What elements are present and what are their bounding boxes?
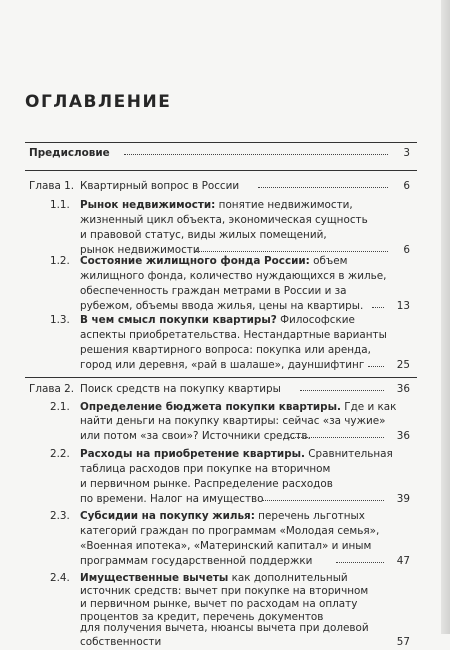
- toc-section-1-1[interactable]: [0, 197, 450, 213]
- leader-dots: [336, 562, 384, 563]
- section-text: как дополнительный: [228, 572, 348, 584]
- toc-chapter-1[interactable]: [0, 178, 450, 194]
- chapter-label: Глава 2.: [29, 383, 75, 395]
- leader-dots: [288, 437, 384, 438]
- section-text-line: таблица расходов при покупке на вторичном: [80, 463, 331, 475]
- leader-dots: [196, 251, 388, 252]
- section-text-line: «Военная ипотека», «Материнский капитал» и иным: [80, 540, 372, 552]
- toc-section-2-2[interactable]: [0, 446, 450, 462]
- section-text: понятие недвижимости,: [215, 199, 353, 211]
- page-number: 57: [396, 636, 410, 648]
- section-text-line: найти деньги на покупку квартиры: сейчас «за чужие»: [80, 415, 386, 427]
- section-text-line: жизненный цикл объекта, экономическая сущность: [80, 214, 368, 226]
- toc-section-1-3[interactable]: [0, 312, 450, 328]
- section-text-line: программам государственной поддержки 47: [80, 555, 410, 567]
- section-number: 1.2.: [50, 255, 70, 267]
- page-number: 47: [396, 555, 410, 567]
- leader-dots: [300, 390, 384, 391]
- section-text-line: по времени. Налог на имущество 39: [80, 493, 410, 505]
- section-number: 2.4.: [50, 572, 70, 584]
- section-text-line: и первичном рынке. Распределение расходов: [80, 478, 333, 490]
- leader-dots: [124, 154, 388, 155]
- section-text-line: или потом «за свои»? Источники средств. 36: [80, 430, 410, 442]
- page-number: 36: [396, 383, 410, 395]
- section-text: Где и как: [340, 401, 397, 413]
- section-bold-title: Субсидии на покупку жилья:: [80, 510, 255, 522]
- section-bold-title: Состояние жилищного фонда России:: [80, 255, 310, 267]
- leader-dots: [262, 500, 384, 501]
- chapter-title: Поиск средств на покупку квартиры: [80, 383, 281, 395]
- section-rule: [25, 170, 417, 171]
- toc-section-1-2[interactable]: [0, 253, 450, 269]
- toc-section-2-3[interactable]: [0, 508, 450, 524]
- section-number: 2.2.: [50, 448, 70, 460]
- section-text: объем: [309, 255, 348, 267]
- toc-entry-preface[interactable]: [0, 145, 450, 161]
- section-number: 2.1.: [50, 401, 70, 413]
- section-text-line: источник средств: вычет при покупке на вторичном: [80, 585, 369, 597]
- section-bold-title: Рынок недвижимости:: [80, 199, 216, 211]
- chapter-title: Квартирный вопрос в России: [80, 180, 240, 192]
- section-bold-title: Расходы на приобретение квартиры.: [80, 448, 305, 460]
- page-number: 3: [403, 147, 410, 159]
- section-rule: [25, 377, 417, 378]
- page-number: 6: [403, 244, 410, 256]
- page-number: 6: [403, 180, 410, 192]
- section-text: Сравнительная: [304, 448, 393, 460]
- toc-chapter-2[interactable]: [0, 381, 450, 397]
- section-text: Философские: [276, 314, 355, 326]
- section-text-line: собственности 57: [80, 636, 410, 648]
- section-text-line: категорий граждан по программам «Молодая семья»,: [80, 525, 380, 537]
- page-number: 13: [396, 300, 410, 312]
- section-text-line: рынок недвижимости 6: [80, 244, 410, 256]
- top-rule: [25, 142, 417, 143]
- section-bold-title: Определение бюджета покупки квартиры.: [80, 401, 341, 413]
- section-text-line: для получения вычета, нюансы вычета при долевой: [80, 622, 369, 634]
- section-text-line: жилищного фонда, количество нуждающихся в жилье,: [80, 270, 387, 282]
- preface-title: Предисловие: [29, 147, 110, 159]
- section-number: 2.3.: [50, 510, 70, 522]
- chapter-label: Глава 1.: [29, 180, 75, 192]
- section-text-line: город или деревня, «рай в шалаше», дауншифтинг 25: [80, 359, 410, 371]
- page-number: 39: [396, 493, 410, 505]
- page-number: 25: [396, 359, 410, 371]
- section-text-line: обеспеченность граждан метрами в России и за: [80, 285, 347, 297]
- section-number: 1.3.: [50, 314, 70, 326]
- section-bold-title: Имущественные вычеты: [80, 572, 229, 584]
- section-text-line: аспекты приобретательства. Нестандартные варианты: [80, 329, 387, 341]
- leader-dots: [372, 307, 384, 308]
- leader-dots: [368, 366, 384, 367]
- section-text-line: процентов за кредит, перечень документов: [80, 611, 324, 623]
- leader-dots: [258, 187, 388, 188]
- page-title: ОГЛАВЛЕНИЕ: [25, 92, 172, 112]
- section-number: 1.1.: [50, 199, 70, 211]
- section-text-line: решения квартирного вопроса: покупка или аренда,: [80, 344, 371, 356]
- section-text-line: рубежом, объемы ввода жилья, цены на квартиры. 13: [80, 300, 410, 312]
- section-text: перечень льготных: [254, 510, 365, 522]
- page-number: 36: [396, 430, 410, 442]
- section-text-line: и правовой статус, виды жилых помещений,: [80, 229, 327, 241]
- section-text-line: и первичном рынке, вычет по расходам на оплату: [80, 598, 358, 610]
- section-bold-title: В чем смысл покупки квартиры?: [80, 314, 277, 326]
